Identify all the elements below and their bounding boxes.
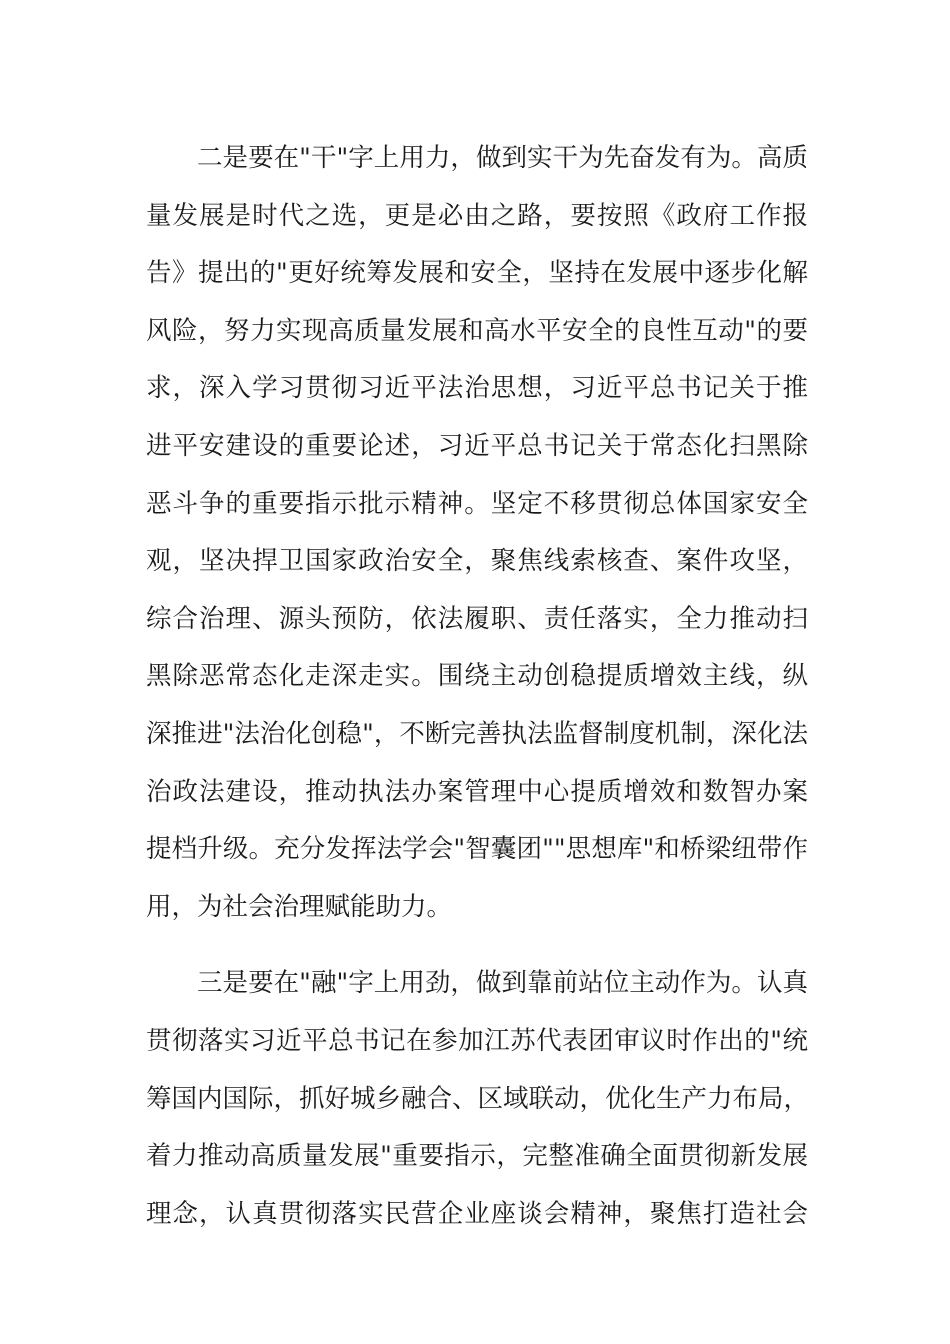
text-line: 进平安建设的重要论述，习近平总书记关于常态化扫黑除 [146,430,808,461]
text-line: 量发展是时代之选，更是必由之路，要按照《政府工作报 [146,200,808,231]
text-line: 综合治理、源头预防，依法履职、责任落实，全力推动扫 [146,603,808,634]
text-line: 风险，努力实现高质量发展和高水平安全的良性互动"的要 [146,315,808,346]
text-line: 深推进"法治化创稳"，不断完善执法监督制度机制，深化法 [146,718,808,749]
text-line: 观，坚决捍卫国家政治安全，聚焦线索核查、案件攻坚， [146,546,808,577]
text-line: 筹国内国际，抓好城乡融合、区域联动，优化生产力布局， [146,1083,810,1114]
text-line: 贯彻落实习近平总书记在参加江苏代表团审议时作出的"统 [146,1025,808,1056]
text-line: 用，为社会治理赋能助力。 [146,891,453,922]
paragraph-gap [146,936,808,955]
text-line: 二是要在"干"字上用力，做到实干为先奋发有为。高质 [197,143,808,173]
text-line: 着力推动高质量发展"重要指示，完整准确全面贯彻新发展 [146,1141,808,1172]
text-line: 恶斗争的重要指示批示精神。坚定不移贯彻总体国家安全 [146,488,808,519]
document-body [146,130,808,1243]
text-line: 求，深入学习贯彻习近平法治思想，习近平总书记关于推 [146,373,808,404]
text-line: 理念，认真贯彻落实民营企业座谈会精神，聚焦打造社会 [146,1198,808,1229]
text-line: 提档升级。充分发挥法学会"智囊团""思想库"和桥梁纽带作 [146,834,808,865]
text-line: 三是要在"融"字上用劲，做到靠前站位主动作为。认真 [197,968,808,999]
text-line: 告》提出的"更好统筹发展和安全，坚持在发展中逐步化解 [146,258,808,289]
text-line: 黑除恶常态化走深走实。围绕主动创稳提质增效主线，纵 [146,661,808,692]
paragraph-1 [146,130,808,936]
text-line: 治政法建设，推动执法办案管理中心提质增效和数智办案 [146,776,808,807]
paragraph-2 [146,955,808,1243]
